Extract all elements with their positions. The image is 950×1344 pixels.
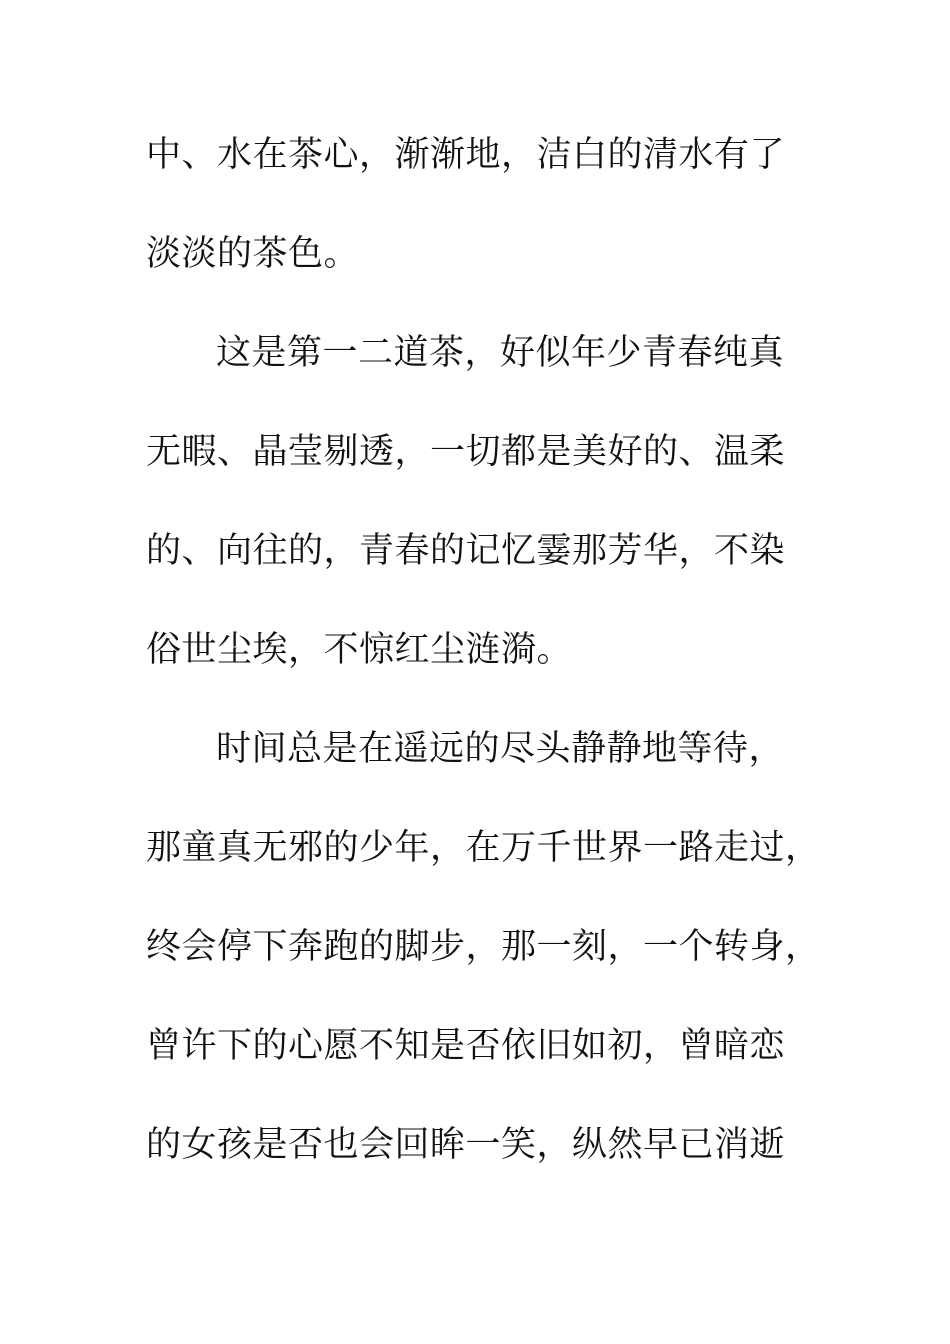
text-line: 俗世尘埃，不惊红尘涟漪。 bbox=[146, 630, 573, 670]
text-line: 那童真无邪的少年，在万千世界一路走过， bbox=[146, 828, 821, 868]
text-line: 的、向往的，青春的记忆霎那芳华，不染 bbox=[146, 531, 786, 571]
text-line: 无暇、晶莹剔透，一切都是美好的、温柔 bbox=[146, 432, 786, 472]
text-line: 曾许下的心愿不知是否依旧如初，曾暗恋 bbox=[146, 1026, 786, 1066]
text-line: 的女孩是否也会回眸一笑，纵然早已消逝 bbox=[146, 1125, 786, 1165]
text-line: 淡淡的茶色。 bbox=[146, 234, 360, 274]
paragraph-start-line: 时间总是在遥远的尽头静静地等待， bbox=[216, 729, 785, 769]
paragraph-start-line: 这是第一二道茶，好似年少青春纯真 bbox=[216, 333, 785, 373]
text-line: 终会停下奔跑的脚步，那一刻，一个转身， bbox=[146, 927, 821, 967]
text-line: 中、水在茶心，渐渐地，洁白的清水有了 bbox=[146, 135, 786, 175]
